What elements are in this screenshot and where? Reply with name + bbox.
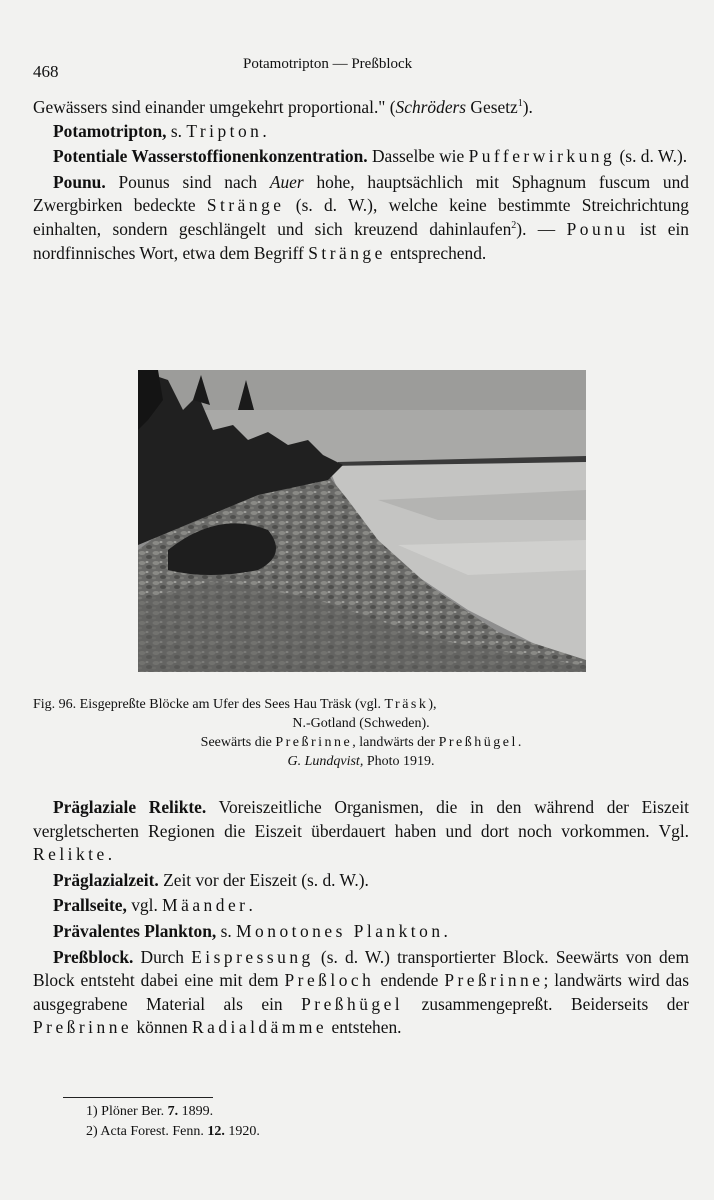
text: hohe, hauptsächlich mit Sphagnum fuscum und Zwergbirken bedeckte (33, 171, 689, 216)
text: . (107, 844, 113, 865)
text: 1899. (178, 1104, 214, 1119)
cross-reference: Mäander (162, 895, 249, 916)
text: Dasselbe wie (367, 146, 469, 167)
text: Plöner Ber. (97, 1104, 168, 1119)
text: . (262, 120, 267, 141)
text: . (517, 735, 522, 750)
entry-headword: Pounu. (53, 171, 106, 192)
text: ; landwärts wird das ausgegrabene Material als ein (33, 970, 689, 1014)
text: Acta Forest. Fenn. (97, 1124, 208, 1139)
caption-line (33, 695, 689, 714)
footnote-mark: 2) (86, 1124, 98, 1139)
spaced-term: Pounu (566, 218, 629, 239)
figure-photo (138, 370, 586, 672)
text: Zeit vor der Eiszeit (s. d. W.). (158, 869, 369, 890)
footnote-rule (63, 1097, 213, 1098)
running-head: Potamotripton — Preßblock (243, 56, 413, 72)
volume-number: 12. (207, 1124, 225, 1139)
footnote-mark: 1) (86, 1104, 98, 1119)
text: , landwärts der (352, 735, 439, 750)
body-text-top (33, 96, 689, 265)
text: Photo 1919. (363, 754, 435, 769)
footnote-ref: 2 (511, 220, 517, 232)
spaced-term: Preßrinne (444, 970, 544, 991)
text: ), (428, 697, 437, 712)
spaced-term: Radialdämme (192, 1017, 328, 1038)
cross-reference: Eispressung (191, 946, 314, 967)
page-number: 468 (33, 62, 59, 81)
spaced-term: Preßrinne (33, 1017, 133, 1038)
entry-pounu (33, 171, 689, 265)
entry-headword: Potentiale Wasserstoffionenkonzentration. (53, 146, 368, 167)
entry-praeglazialzeit (33, 869, 689, 893)
footnote (86, 1102, 260, 1122)
cross-reference: Preßrinne (275, 735, 353, 750)
text: vgl. (126, 895, 163, 916)
cross-reference: Monotones Plankton (236, 920, 444, 941)
text: 1920. (224, 1124, 260, 1139)
entry-praevalentes-plankton (33, 920, 689, 944)
text: . (248, 895, 253, 916)
text: (s. d. W.) transportierter Block. Seewärts von dem Block entsteht dabei eine mit dem (33, 946, 689, 991)
caption-line (33, 733, 689, 752)
entry-headword: Prallseite, (53, 895, 127, 916)
continued-paragraph (33, 96, 689, 120)
text: s. (216, 920, 237, 941)
footnote (86, 1122, 260, 1142)
text: entsprechend. (385, 242, 487, 263)
cross-reference: Preßhügel (438, 735, 518, 750)
page-header (33, 56, 683, 80)
entry-potamotripton (33, 120, 689, 144)
cross-reference: Tripton (186, 120, 263, 141)
footnotes (86, 1102, 260, 1142)
text: ). (522, 97, 533, 117)
caption-line: N.-Gotland (Schweden). (292, 716, 430, 731)
entry-prallseite (33, 894, 689, 918)
entry-headword: Potamotripton, (53, 120, 167, 141)
photographer-name: G. Lundqvist, (287, 754, 364, 769)
cross-reference: Stränge (308, 242, 386, 263)
lake-shore-photo (138, 370, 586, 672)
entry-headword: Präglaziale Relikte. (53, 797, 207, 817)
photo-credit (33, 752, 689, 771)
text: Durch (133, 946, 192, 967)
text: können (132, 1017, 193, 1038)
spaced-term: Preßloch (284, 970, 375, 991)
text: Voreiszeitliche Organismen, die in den während der Eiszeit vergletscherten Regionen die Eiszeit überdauert haben und dort noch vorkommen. Vgl. (33, 797, 689, 841)
body-text-bottom (33, 796, 689, 1042)
author-name: Auer (269, 171, 304, 192)
text: Pounus sind nach (105, 171, 270, 192)
text: ist ein nordfinnisches Wort, etwa dem Begriff (33, 218, 689, 263)
text: . (443, 920, 448, 941)
text: Seewärts die (200, 735, 276, 750)
text: (s. d. W.). (615, 146, 688, 167)
text: Gewässers sind einander umgekehrt proportional." ( (33, 97, 396, 117)
text: Fig. 96. Eisgepreßte Blöcke am Ufer des Sees Hau Träsk (vgl. (33, 697, 385, 712)
entry-headword: Prävalentes Plankton, (53, 920, 217, 941)
entry-headword: Präglazialzeit. (53, 869, 159, 890)
entry-pressblock (33, 946, 689, 1040)
cross-reference: Pufferwirkung (468, 146, 616, 167)
text: entstehen. (327, 1017, 402, 1038)
entry-praeglaziale-relikte (33, 796, 689, 867)
cross-reference: Träsk (384, 697, 429, 712)
text: ). — (516, 218, 567, 239)
author-name: Schröders (395, 97, 467, 117)
cross-reference: Stränge (206, 195, 285, 216)
cross-reference: Relikte (33, 844, 108, 865)
entry-headword: Preßblock. (53, 946, 134, 967)
text: zusammengepreßt. Beiderseits der (403, 993, 689, 1014)
text: s. (166, 120, 187, 141)
spaced-term: Preßhügel (301, 993, 404, 1014)
footnote-ref: 1 (517, 98, 523, 110)
entry-potentiale (33, 145, 689, 169)
text: endende (374, 970, 445, 991)
figure-caption (33, 695, 689, 771)
text: Gesetz (466, 97, 518, 117)
volume-number: 7. (167, 1104, 179, 1119)
text: (s. d. W.), welche keine bestimmte Streichrichtung einhalten, sondern geschlängelt und sich kreuzend dahinlaufen (33, 195, 689, 239)
